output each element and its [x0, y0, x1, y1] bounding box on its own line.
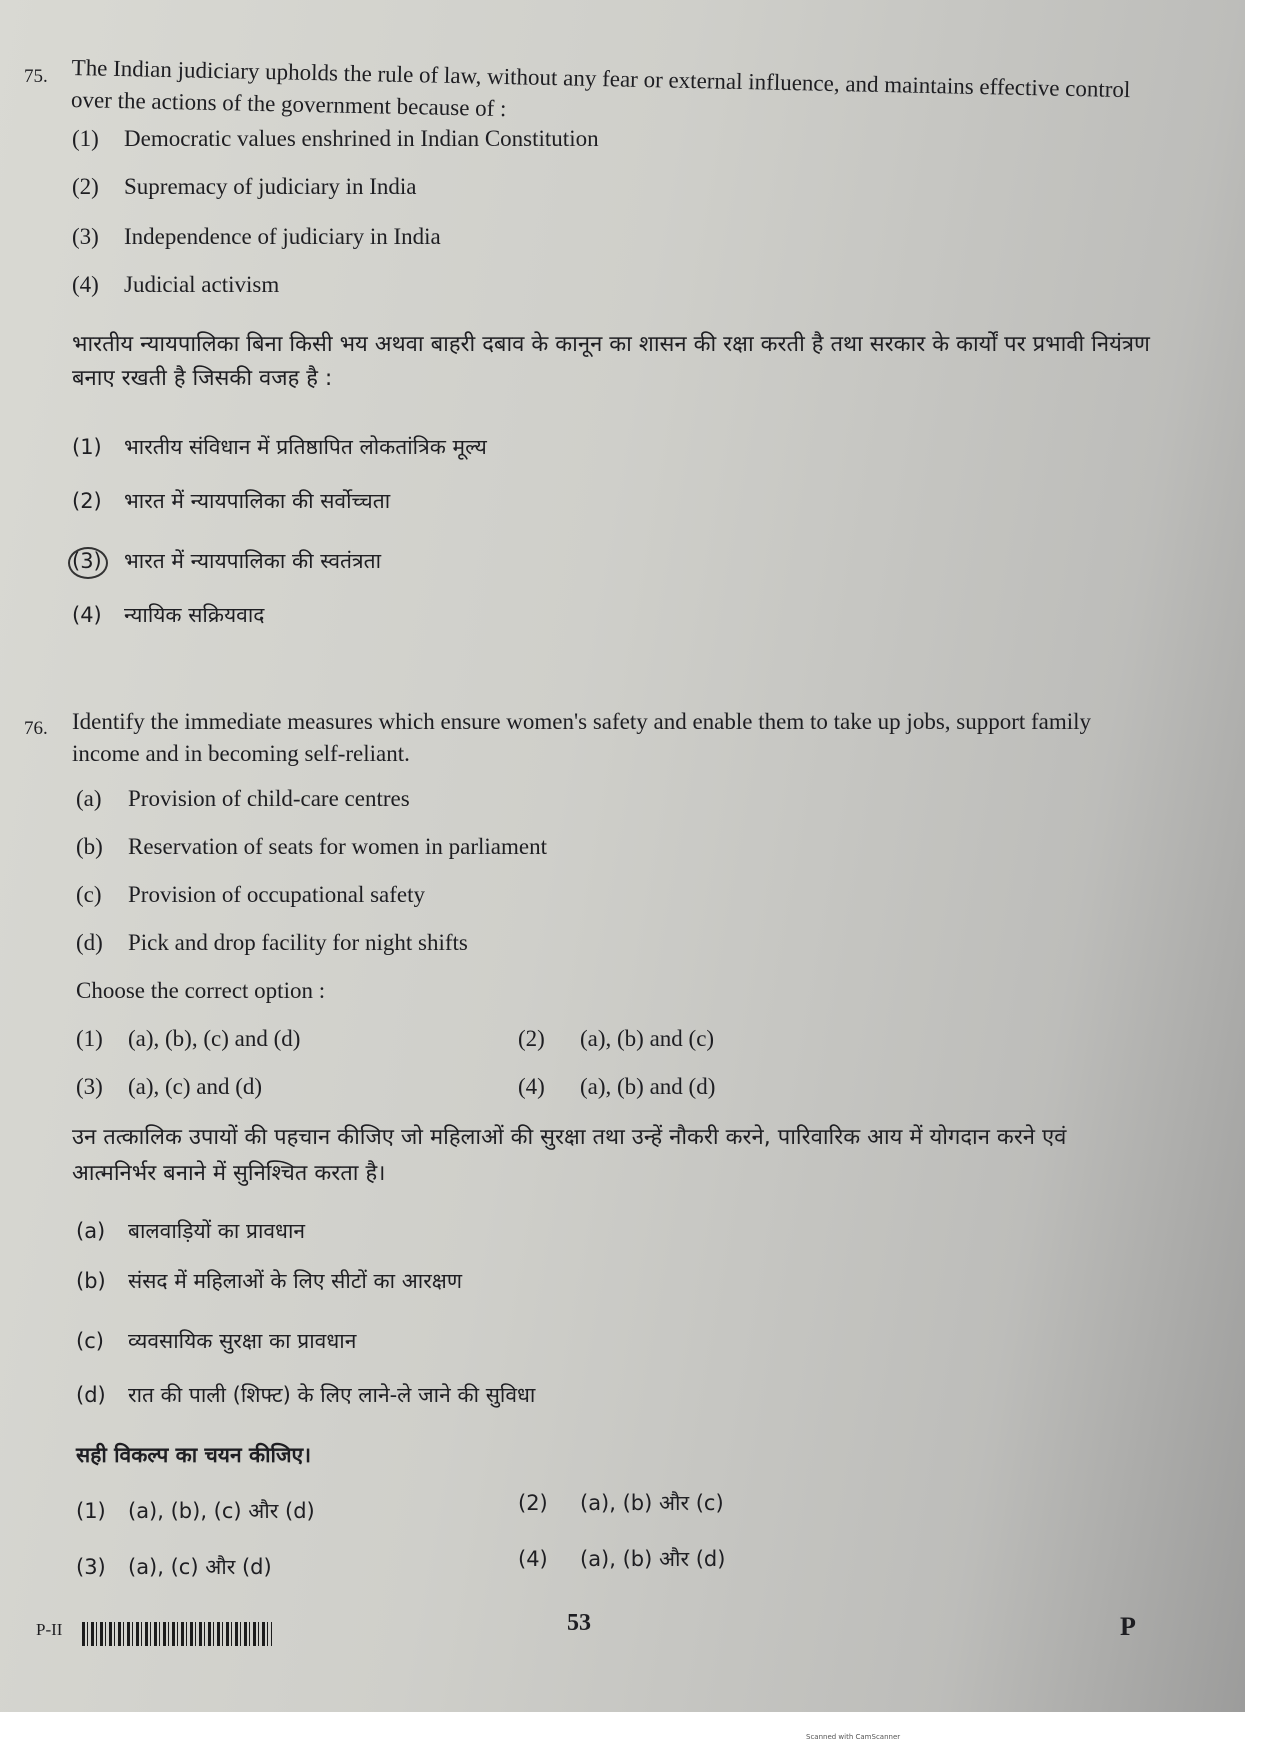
scanner-watermark: Scanned with CamScanner — [806, 1733, 901, 1741]
option-4-hindi — [518, 1544, 725, 1574]
option-text: (a), (b) और (c) — [580, 1491, 724, 1515]
item-label: (c) — [76, 882, 102, 907]
option-number: (1) — [76, 1499, 106, 1523]
item-text: रात की पाली (शिफ्ट) के लिए लाने-ले जाने की सुविधा — [128, 1383, 536, 1407]
option-4 — [518, 1072, 715, 1102]
option-2 — [518, 1024, 714, 1054]
option-number: (2) — [518, 1026, 545, 1051]
option-1 — [72, 124, 599, 154]
option-text: (a), (c) और (d) — [128, 1555, 272, 1579]
option-text: न्यायिक सक्रियवाद — [124, 603, 265, 627]
option-number: (3) — [72, 224, 99, 249]
item-label: (b) — [76, 834, 103, 859]
item-label: (c) — [76, 1329, 104, 1353]
series-letter: P — [1120, 1612, 1136, 1641]
option-4-hindi — [72, 600, 264, 630]
item-label: (d) — [76, 1383, 106, 1407]
option-number: (4) — [72, 603, 102, 627]
question-text-hindi: उन तत्कालिक उपायों की पहचान कीजिए जो महिलाओं की सुरक्षा तथा उन्हें नौकरी करने, पारिवारिक आय में योगदान करने एवं आत्मनिर्भर बनाने में सुनिश्चित करता है। — [72, 1125, 1067, 1186]
option-3-hindi — [72, 546, 381, 576]
option-number: (4) — [72, 272, 99, 297]
option-number: (1) — [72, 435, 102, 459]
option-number: (2) — [518, 1491, 548, 1515]
option-number: (2) — [72, 174, 99, 199]
item-c-hindi — [76, 1326, 356, 1356]
question-number: 76. — [24, 718, 48, 739]
option-3-hindi — [76, 1552, 272, 1582]
option-number: (4) — [518, 1074, 545, 1099]
option-text: (a), (b) और (d) — [580, 1547, 726, 1571]
page-number: 53 — [567, 1610, 591, 1636]
option-text: Judicial activism — [124, 272, 280, 297]
option-number: (3) — [76, 1074, 103, 1099]
item-text: Provision of occupational safety — [128, 882, 426, 907]
question-text-english: Identify the immediate measures which ensure women's safety and enable them to take up jobs, support family income and in becoming self-reliant. — [72, 709, 1092, 766]
option-2-hindi — [518, 1488, 724, 1518]
option-1-hindi — [76, 1496, 315, 1526]
item-c — [76, 880, 425, 910]
option-text: (a), (b), (c) and (d) — [128, 1026, 301, 1051]
item-a-hindi — [76, 1216, 305, 1246]
item-text: Reservation of seats for women in parliament — [128, 834, 547, 859]
question-text-hindi: भारतीय न्यायपालिका बिना किसी भय अथवा बाहरी दबाव के कानून का शासन की रक्षा करती है तथा सरकार के कार्यों पर प्रभावी नियंत्रण बनाए रखती है जिसकी वजह है : — [72, 332, 1150, 391]
option-number: (2) — [72, 489, 102, 513]
option-text: Independence of judiciary in India — [124, 224, 441, 249]
option-number: (3) — [72, 549, 102, 573]
item-b — [76, 832, 547, 862]
option-number: (1) — [72, 126, 99, 151]
option-text: (a), (c) and (d) — [128, 1074, 263, 1099]
item-label: (b) — [76, 1269, 106, 1293]
option-text: (a), (b), (c) और (d) — [128, 1499, 315, 1523]
item-text: Pick and drop facility for night shifts — [128, 930, 468, 955]
item-label: (d) — [76, 930, 103, 955]
option-text: भारतीय संविधान में प्रतिष्ठापित लोकतांत्रिक मूल्य — [124, 435, 487, 459]
item-text: संसद में महिलाओं के लिए सीटों का आरक्षण — [128, 1269, 463, 1293]
option-number: (3) — [76, 1555, 106, 1579]
choose-instruction-hindi: सही विकल्प का चयन कीजिए। — [76, 1443, 312, 1467]
option-text: Supremacy of judiciary in India — [124, 174, 417, 199]
choose-instruction: Choose the correct option : — [76, 978, 326, 1003]
item-a — [76, 784, 410, 814]
item-text: व्यवसायिक सुरक्षा का प्रावधान — [128, 1329, 357, 1353]
option-number: (1) — [76, 1026, 103, 1051]
barcode — [82, 1622, 272, 1646]
option-1 — [76, 1024, 300, 1054]
item-d-hindi — [76, 1380, 535, 1410]
option-text: भारत में न्यायपालिका की स्वतंत्रता — [124, 549, 382, 573]
option-text: भारत में न्यायपालिका की सर्वोच्चता — [124, 489, 391, 513]
option-number: (4) — [518, 1547, 548, 1571]
option-text: Democratic values enshrined in Indian Constitution — [124, 126, 599, 151]
question-number: 75. — [24, 66, 48, 87]
item-text: Provision of child-care centres — [128, 786, 410, 811]
item-label: (a) — [76, 1219, 106, 1243]
item-b-hindi — [76, 1266, 462, 1296]
option-2-hindi — [72, 486, 390, 516]
question-text-english: The Indian judiciary upholds the rule of law, without any fear or external influence, and maintains effective control over the actions of the government because of : — [70, 54, 1131, 122]
paper-code: P-II — [36, 1620, 63, 1639]
item-label: (a) — [76, 786, 102, 811]
option-2 — [72, 172, 417, 202]
item-text: बालवाड़ियों का प्रावधान — [128, 1219, 306, 1243]
option-4 — [72, 270, 279, 300]
item-d — [76, 928, 468, 958]
answer-mark-circle — [68, 547, 108, 579]
option-1-hindi — [72, 432, 487, 462]
option-text: (a), (b) and (d) — [580, 1074, 716, 1099]
option-text: (a), (b) and (c) — [580, 1026, 715, 1051]
option-3 — [76, 1072, 262, 1102]
option-3 — [72, 222, 441, 252]
